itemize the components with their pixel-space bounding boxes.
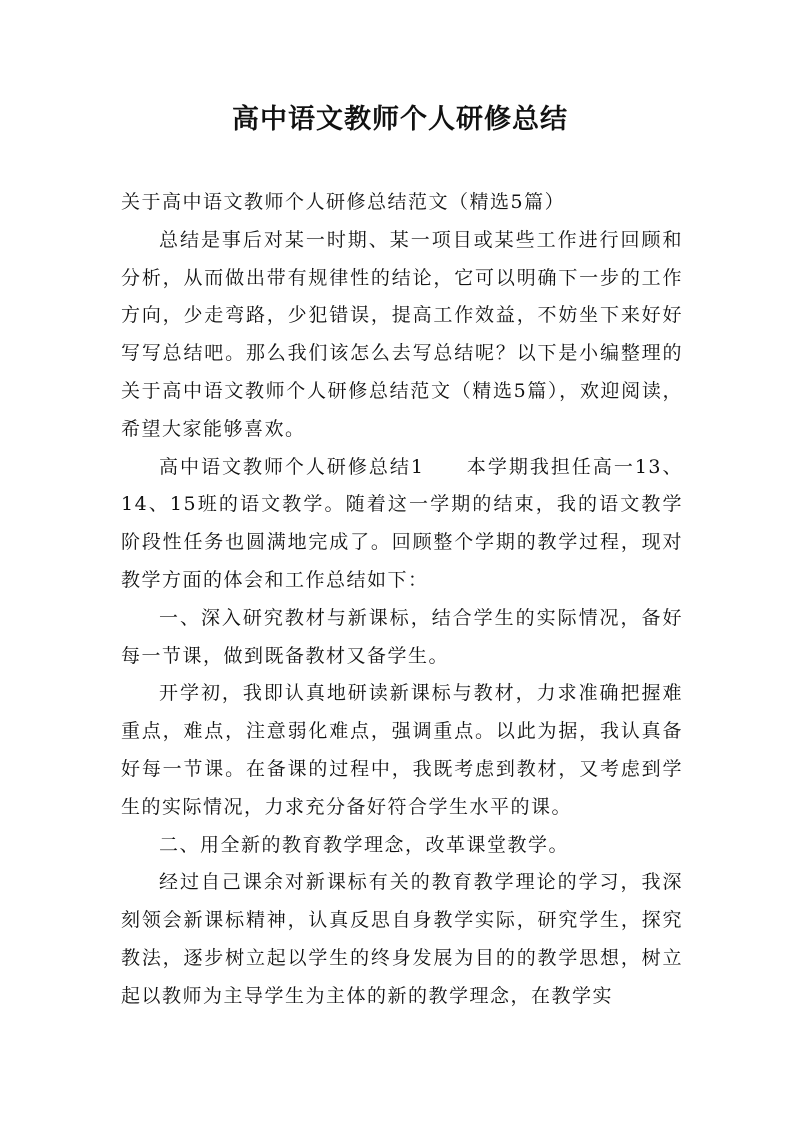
section-heading-1: 一、深入研究教材与新课标，结合学生的实际情况，备好每一节课，做到既备教材又备学生。 (121, 606, 683, 667)
section-heading-2: 二、用全新的教育教学理念，改革课堂教学。 (159, 833, 570, 856)
paragraph-preparation: 开学初，我即认真地研读新课标与教材，力求准确把握难重点，难点，注意弱化难点，强调重点。以此为据，我认真备好每一节课。在备课的过程中，我既考虑到教材，又考虑到学生的实际情况，力求充分备好符合学生水平的课。 (121, 682, 683, 818)
document-subtitle: 关于高中语文教师个人研修总结范文（精选5篇） (121, 191, 566, 213)
document-body (121, 184, 683, 1016)
document-title: 高中语文教师个人研修总结 (232, 104, 568, 135)
paragraph-teaching-reform: 经过自己课余对新课标有关的教育教学理论的学习，我深刻领会新课标精神，认真反思自身教学实际，研究学生，探究教法，逐步树立起以学生的终身发展为目的的教学思想，树立起以教师为主导学生为主体的新的教学理念，在教学实 (121, 871, 683, 1007)
paragraph-intro: 总结是事后对某一时期、某一项目或某些工作进行回顾和分析，从而做出带有规律性的结论，它可以明确下一步的工作方向，少走弯路，少犯错误，提高工作效益，不妨坐下来好好写写总结吧。那么我们该怎么去写总结呢？以下是小编整理的关于高中语文教师个人研修总结范文（精选5篇），欢迎阅读，希望大家能够喜欢。 (121, 228, 683, 440)
paragraph-summary-1: 高中语文教师个人研修总结1 本学期我担任高一13、14、15班的语文教学。随着这一学期的结束，我的语文教学阶段性任务也圆满地完成了。回顾整个学期的教学过程，现对教学方面的体会和工作总结如下： (121, 455, 683, 591)
